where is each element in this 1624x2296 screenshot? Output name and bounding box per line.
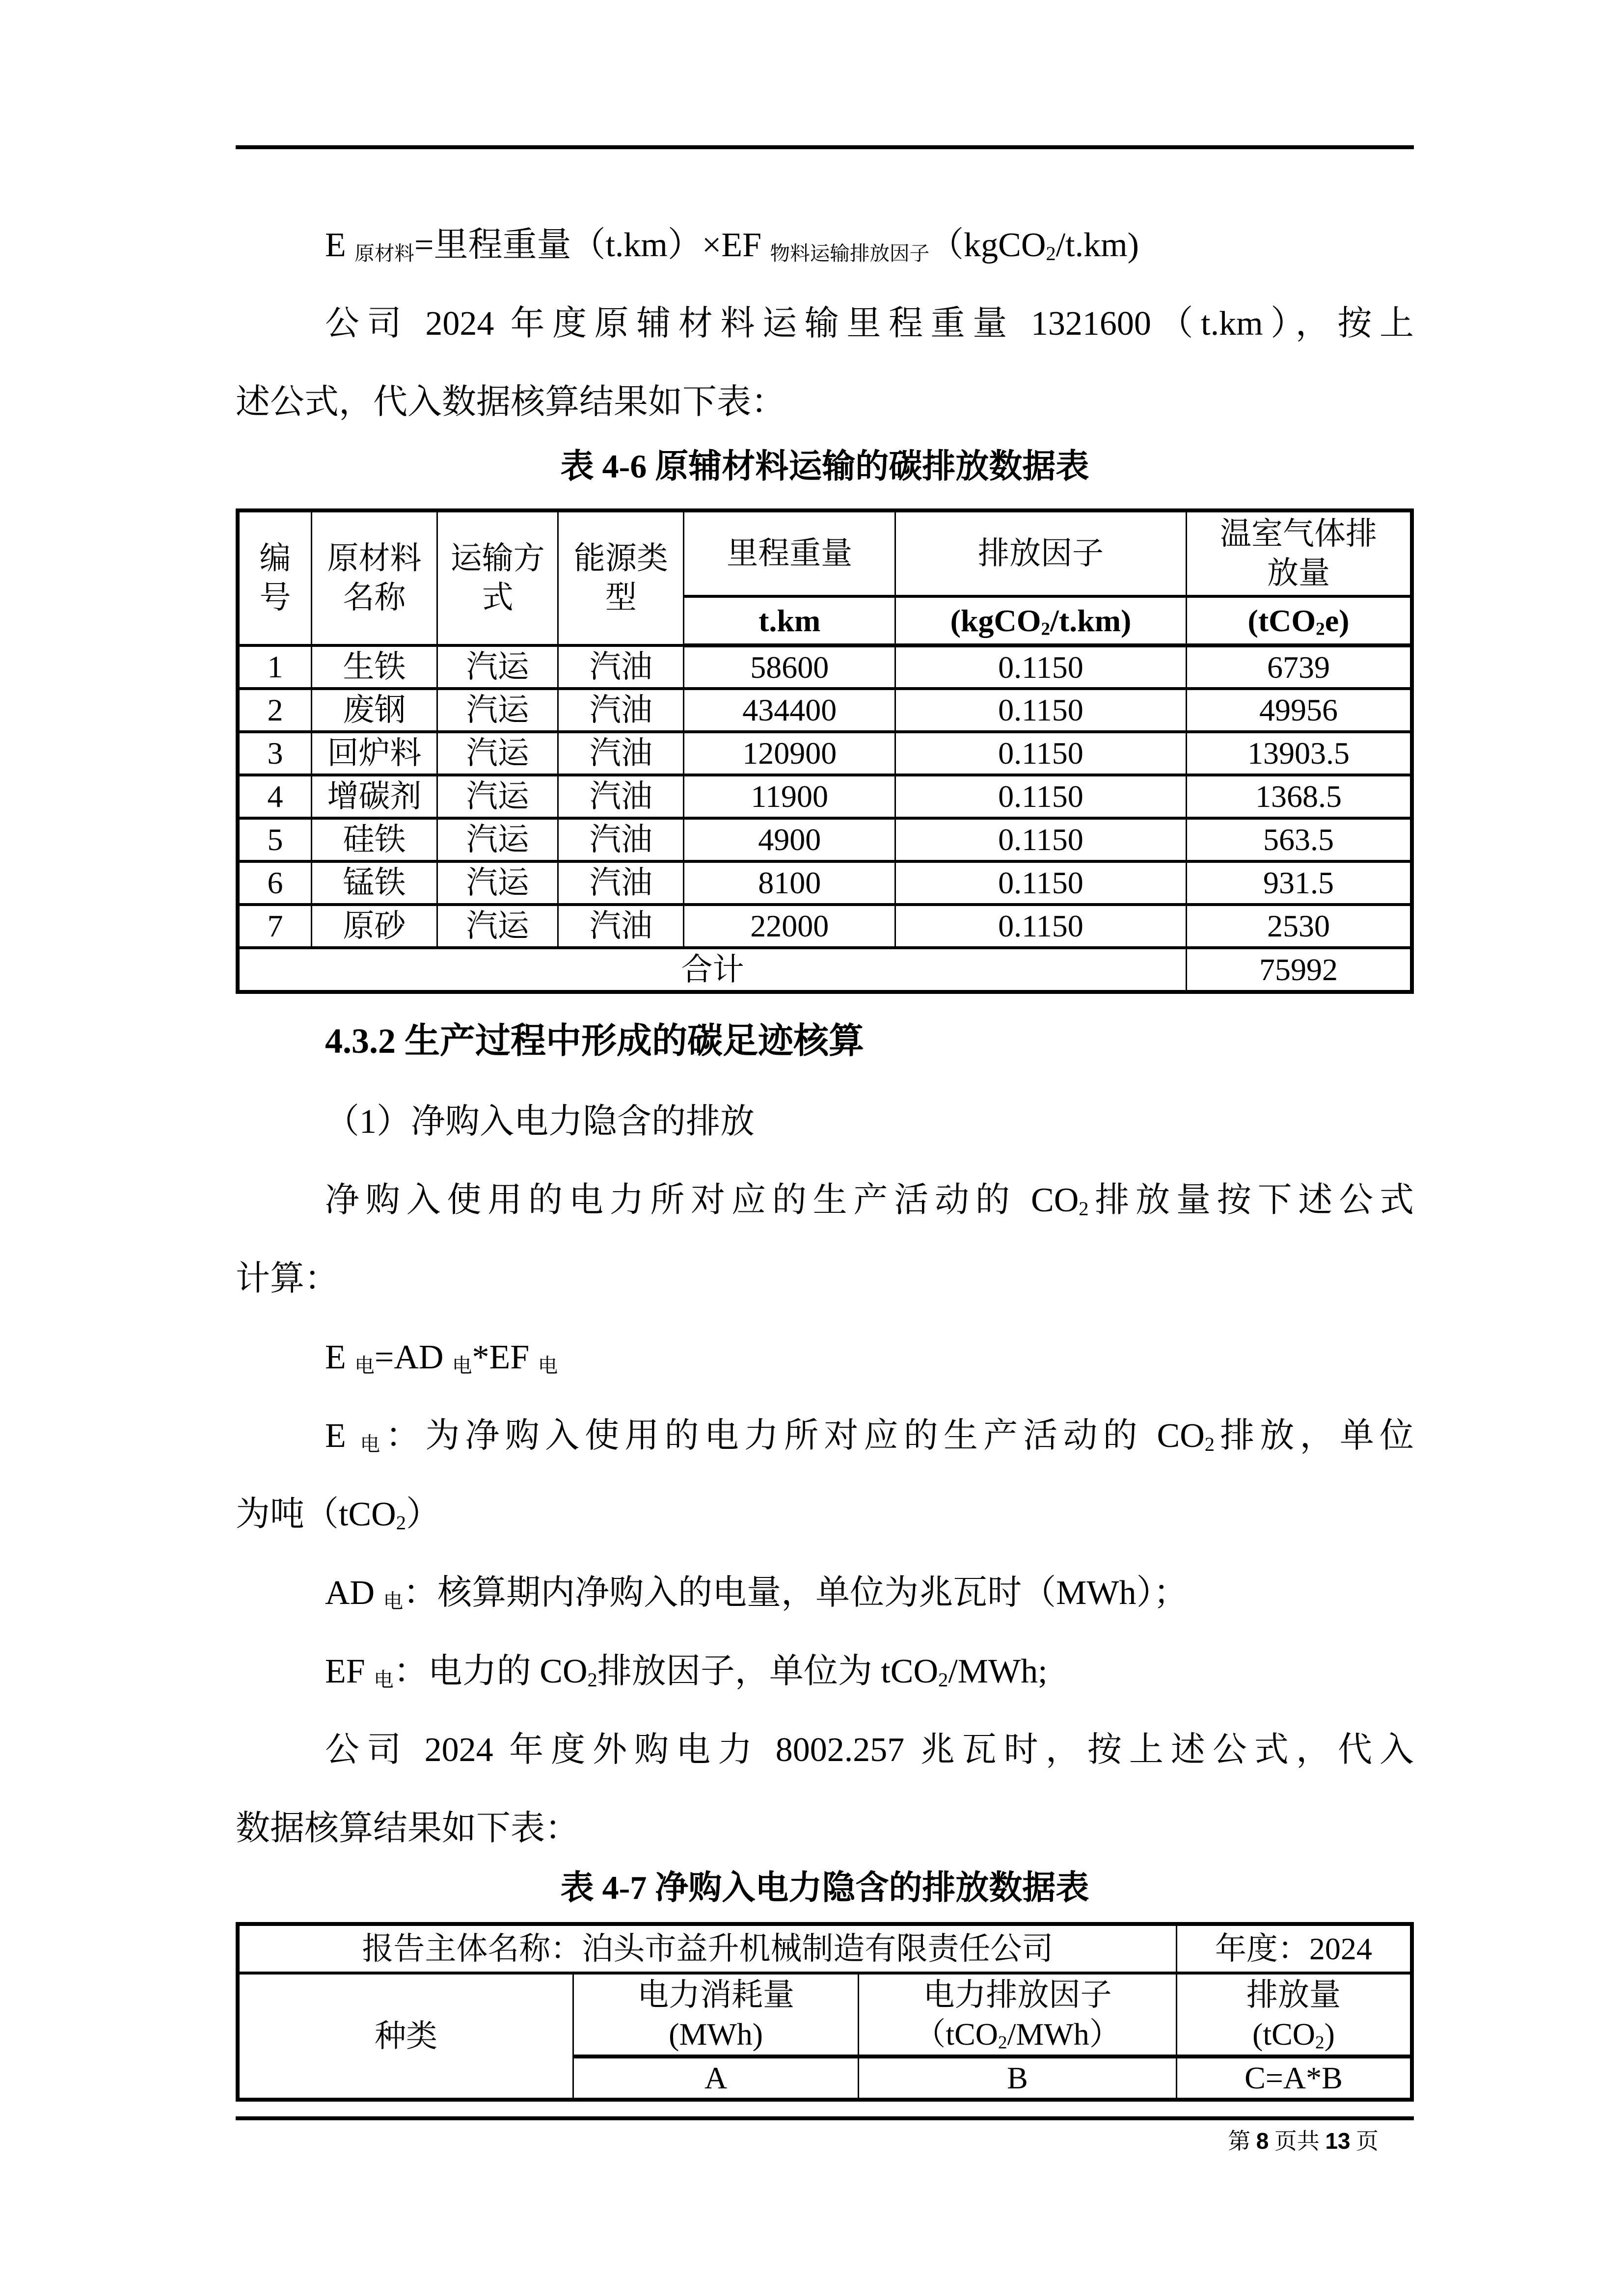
formula-raw-material-emission xyxy=(236,206,1414,285)
col-header-energy: 能源类型 xyxy=(558,510,684,645)
emission-label: 排放量 xyxy=(1246,1977,1341,2012)
text-segment: e) xyxy=(1325,603,1350,638)
table-cell: 汽运 xyxy=(437,818,558,861)
table46-header xyxy=(238,510,1412,645)
text-segment: (kgCO xyxy=(950,603,1041,638)
text-segment: ：核算期内净购入的电量，单位为兆瓦时（MWh）； xyxy=(403,1574,1188,1612)
paragraph-electricity-line1 xyxy=(236,1161,1414,1240)
table-cell: 11900 xyxy=(684,775,895,818)
table-cell: 原砂 xyxy=(311,905,437,948)
table-cell: 2530 xyxy=(1186,905,1412,948)
table-cell: 0.1150 xyxy=(895,818,1186,861)
table-cell: 58600 xyxy=(684,645,895,689)
report-year: 年度：2024 xyxy=(1176,1924,1412,1973)
table-cell: 0.1150 xyxy=(895,732,1186,775)
table-row xyxy=(238,905,1412,948)
subscript: 2 xyxy=(1079,1198,1089,1220)
table-row xyxy=(238,645,1412,689)
unit-ghg xyxy=(1186,596,1412,645)
subscript: 电 xyxy=(354,1355,375,1377)
table47-entity-row xyxy=(238,1924,1412,1973)
table47-body xyxy=(238,1924,1412,2100)
subscript: 电 xyxy=(538,1355,558,1377)
table-cell: 1 xyxy=(238,645,311,689)
table-cell: 4 xyxy=(238,775,311,818)
table-cell: 汽油 xyxy=(558,861,684,905)
table-cell: 汽运 xyxy=(437,645,558,689)
emission-unit xyxy=(1177,2015,1410,2054)
subscript: 2 xyxy=(1315,2032,1325,2053)
table-cell: 4900 xyxy=(684,818,895,861)
unit-mileage: t.km xyxy=(684,596,895,645)
text-segment: 净购入使用的电力所对应的生产活动的 CO xyxy=(325,1181,1079,1219)
text-segment: 为吨（tCO xyxy=(236,1495,396,1533)
text-segment: ） xyxy=(406,1495,440,1533)
table-row xyxy=(238,818,1412,861)
text-segment: ：为净购入使用的电力所对应的生产活动的 CO xyxy=(385,1417,1205,1455)
text-segment: E xyxy=(325,226,355,264)
table-cell: 5 xyxy=(238,818,311,861)
table-cell: 汽油 xyxy=(558,645,684,689)
text-segment: ：电力的 CO xyxy=(393,1653,588,1690)
table-cell: 13903.5 xyxy=(1186,732,1412,775)
text-segment: =里程重量（t.km）×EF xyxy=(414,226,770,264)
table-cell: 563.5 xyxy=(1186,818,1412,861)
col-header-material: 原材料名称 xyxy=(311,510,437,645)
table-cell: 汽运 xyxy=(437,689,558,732)
paragraph-ad-def xyxy=(236,1554,1414,1632)
table-row xyxy=(238,775,1412,818)
subscript: 2 xyxy=(1204,1433,1215,1456)
text-segment: =AD xyxy=(374,1338,452,1376)
table-cell: 汽运 xyxy=(437,732,558,775)
text-segment: AD xyxy=(325,1574,383,1612)
table-purchased-electricity-emissions xyxy=(236,1922,1414,2102)
text-segment: （tCO xyxy=(914,2016,999,2052)
consumption-label: 电力消耗量 xyxy=(637,1977,795,2012)
subscript: 原材料 xyxy=(354,242,414,265)
table-cell: 汽油 xyxy=(558,689,684,732)
elec-factor-unit xyxy=(859,2015,1176,2054)
col-header-consumption xyxy=(573,1973,859,2056)
table-cell: 3 xyxy=(238,732,311,775)
table-cell: 0.1150 xyxy=(895,775,1186,818)
table-cell: 汽油 xyxy=(558,905,684,948)
table-cell: 硅铁 xyxy=(311,818,437,861)
subscript: 2 xyxy=(1041,618,1051,639)
page-number-label xyxy=(1228,2126,1379,2156)
table-cell: 增碳剂 xyxy=(311,775,437,818)
subscript: 2 xyxy=(938,1669,948,1691)
total-value: 75992 xyxy=(1186,948,1412,992)
text-segment: 8 xyxy=(1256,2128,1269,2154)
table-raw-material-transport-emissions xyxy=(236,508,1414,994)
text-segment: /MWh） xyxy=(1007,2016,1121,2052)
table46-header-row1 xyxy=(238,510,1412,596)
text-segment: （kgCO xyxy=(929,226,1046,264)
page-content xyxy=(236,149,1414,2102)
paragraph-ef-def xyxy=(236,1632,1414,1711)
paragraph-electricity-line2: 计算： xyxy=(236,1260,339,1298)
paragraph-transport-line2: 述公式，代入数据核算结果如下表： xyxy=(236,383,785,421)
subscript: 2 xyxy=(587,1669,597,1691)
table-cell: 0.1150 xyxy=(895,905,1186,948)
table-cell: 汽运 xyxy=(437,905,558,948)
elec-factor-label: 电力排放因子 xyxy=(923,1977,1112,2012)
table-row xyxy=(238,861,1412,905)
table-cell: 汽运 xyxy=(437,775,558,818)
subscript: 电 xyxy=(452,1355,472,1377)
col-header-emission xyxy=(1176,1973,1412,2056)
table-cell: 0.1150 xyxy=(895,689,1186,732)
text-segment: ) xyxy=(1324,2016,1335,2052)
table-cell: 汽油 xyxy=(558,732,684,775)
table-cell: 回炉料 xyxy=(311,732,437,775)
subscript: 物料运输排放因子 xyxy=(770,242,930,265)
table-cell: 0.1150 xyxy=(895,645,1186,689)
formula-cell-c: C=A*B xyxy=(1176,2056,1412,2100)
text-segment: 排放量按下述公式 xyxy=(1088,1181,1414,1219)
text-segment: /t.km) xyxy=(1056,226,1139,264)
col-header-no: 编号 xyxy=(238,510,311,645)
col-header-mileage: 里程重量 xyxy=(684,510,895,596)
table-cell: 22000 xyxy=(684,905,895,948)
page-header-rule xyxy=(236,145,1414,149)
col-header-transport: 运输方式 xyxy=(437,510,558,645)
table-row xyxy=(238,689,1412,732)
table-cell: 8100 xyxy=(684,861,895,905)
unit-factor xyxy=(895,596,1186,645)
text-segment: (tCO xyxy=(1252,2016,1315,2052)
text-segment: 13 xyxy=(1325,2128,1351,2154)
table-cell: 锰铁 xyxy=(311,861,437,905)
subscript: 2 xyxy=(1316,618,1325,639)
table-cell: 931.5 xyxy=(1186,861,1412,905)
table46-title: 表 4-6 原辅材料运输的碳排放数据表 xyxy=(560,448,1089,485)
table-row xyxy=(238,732,1412,775)
text-segment: EF xyxy=(325,1653,374,1690)
table46-body xyxy=(238,645,1412,948)
table-cell: 7 xyxy=(238,905,311,948)
table46-footer xyxy=(238,948,1412,992)
table-cell: 汽油 xyxy=(558,775,684,818)
text-segment: E xyxy=(325,1417,360,1455)
paragraph-e-def-line2 xyxy=(236,1475,1414,1554)
section-heading-432: 4.3.2 生产过程中形成的碳足迹核算 xyxy=(325,1021,865,1061)
table-cell: 1368.5 xyxy=(1186,775,1412,818)
formula-cell-a: A xyxy=(573,2056,859,2100)
subscript: 2 xyxy=(998,2032,1007,2053)
table-cell: 6739 xyxy=(1186,645,1412,689)
col-header-elec-factor xyxy=(859,1973,1177,2056)
formula-electricity xyxy=(236,1318,1414,1397)
table47-title: 表 4-7 净购入电力隐含的排放数据表 xyxy=(560,1869,1089,1906)
text-segment: (tCO xyxy=(1247,603,1316,638)
text-segment: 页共 xyxy=(1269,2129,1326,2154)
paragraph-transport-line1: 公司 2024 年度原辅材料运输里程重量 1321600（t.km），按上 xyxy=(325,305,1414,343)
total-label: 合计 xyxy=(238,948,1186,992)
paragraph-e-def-line1 xyxy=(236,1397,1414,1475)
page-footer-rule xyxy=(236,2116,1414,2120)
table-cell: 生铁 xyxy=(311,645,437,689)
subscript: 2 xyxy=(1046,242,1056,265)
table-cell: 废钢 xyxy=(311,689,437,732)
col-header-kind: 种类 xyxy=(238,1973,573,2100)
table46-total-row xyxy=(238,948,1412,992)
text-segment: 排放，单位 xyxy=(1215,1417,1414,1455)
text-segment: 排放因子，单位为 tCO xyxy=(597,1653,939,1690)
subscript: 电 xyxy=(374,1669,394,1691)
col-header-ghg: 温室气体排放量 xyxy=(1186,510,1412,596)
text-segment: 第 xyxy=(1228,2129,1256,2154)
text-segment: /t.km) xyxy=(1050,603,1132,638)
subscript: 电 xyxy=(360,1433,386,1456)
table-cell: 汽运 xyxy=(437,861,558,905)
table-cell: 汽油 xyxy=(558,818,684,861)
table-cell: 0.1150 xyxy=(895,861,1186,905)
subscript: 电 xyxy=(383,1590,404,1613)
table-cell: 120900 xyxy=(684,732,895,775)
table-cell: 49956 xyxy=(1186,689,1412,732)
formula-cell-b: B xyxy=(859,2056,1177,2100)
text-segment: 页 xyxy=(1350,2129,1379,2154)
paragraph-item1: （1）净购入电力隐含的排放 xyxy=(325,1103,755,1141)
text-segment: /MWh; xyxy=(948,1653,1048,1690)
text-segment: *EF xyxy=(472,1338,538,1376)
entity-name: 报告主体名称：泊头市益升机械制造有限责任公司 xyxy=(238,1924,1176,1973)
table47-header-row xyxy=(238,1973,1412,2056)
table-cell: 434400 xyxy=(684,689,895,732)
paragraph-power-line2: 数据核算结果如下表： xyxy=(236,1810,579,1847)
text-segment: E xyxy=(325,1338,355,1376)
subscript: 2 xyxy=(396,1512,406,1534)
consumption-unit: (MWh) xyxy=(669,2016,763,2052)
paragraph-power-line1: 公司 2024 年度外购电力 8002.257 兆瓦时，按上述公式，代入 xyxy=(325,1731,1414,1769)
col-header-factor: 排放因子 xyxy=(895,510,1186,596)
table-cell: 6 xyxy=(238,861,311,905)
table-cell: 2 xyxy=(238,689,311,732)
